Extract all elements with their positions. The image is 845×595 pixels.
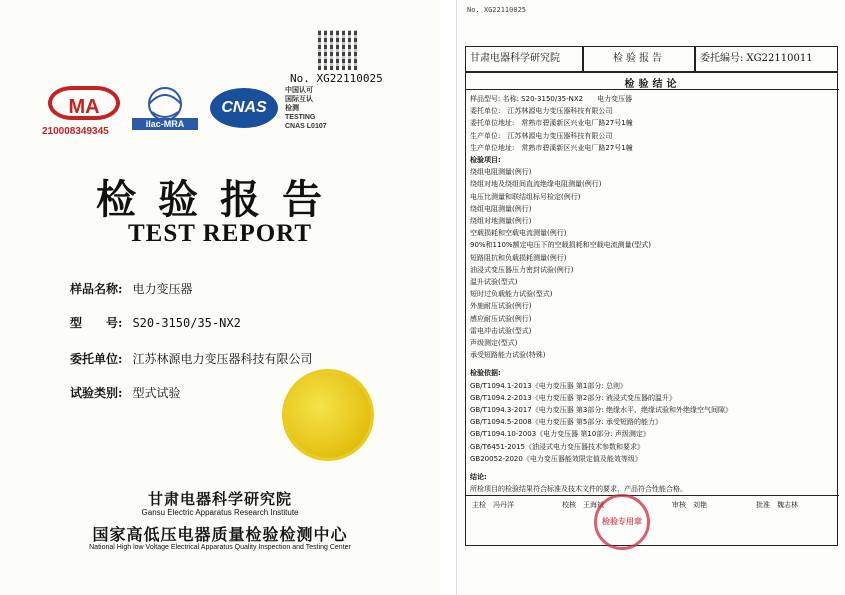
client-field bbox=[70, 350, 312, 367]
red-stamp: 检验专用章 bbox=[594, 494, 650, 550]
conclusion-line: GB20052-2020《电力变压器能效限定值及能效等级》 bbox=[470, 454, 642, 463]
title-english: TEST REPORT bbox=[127, 220, 313, 247]
model-field bbox=[70, 314, 241, 331]
signature-label: 校核 bbox=[562, 501, 576, 509]
conclusion-frame bbox=[465, 72, 838, 546]
conclusion-line: 雷电冲击试验(型式) bbox=[470, 326, 532, 335]
conclusion-line: 样品型号: 名称: S20-3150/35-NX2 电力变压器 bbox=[470, 95, 633, 103]
conclusion-line: GB/T1094.2-2013《电力变压器 第2部分: 液浸式变压器的温升》 bbox=[470, 393, 676, 402]
field-value: 电力变压器 bbox=[132, 282, 193, 296]
cma-number: 210008349345 bbox=[42, 126, 109, 137]
header-commission: 委托编号: XG22110011 bbox=[695, 46, 838, 72]
signature-reviewer bbox=[672, 500, 707, 510]
sample-name-field bbox=[70, 280, 192, 297]
conclusion-line: GB/T1094.1-2013《电力变压器 第1部分: 总则》 bbox=[470, 381, 627, 390]
cnas-logo: CNAS bbox=[210, 88, 278, 128]
conclusion-line: 绕组电阻测量(例行) bbox=[470, 204, 532, 213]
field-label: 样品名称: bbox=[70, 282, 123, 296]
conclusion-line: 结论: bbox=[470, 473, 487, 481]
test-type-field bbox=[70, 384, 180, 401]
signature-value: 魏志林 bbox=[777, 501, 798, 509]
signature-value: 王海斌 bbox=[583, 501, 604, 509]
page-number: No. XG22110025 bbox=[467, 6, 527, 14]
title-chinese: 检验报告 bbox=[96, 177, 344, 223]
conclusion-line: 委托单位: 江苏林源电力变压器科技有限公司 bbox=[470, 107, 613, 116]
conclusion-line: 绕组电阻测量(例行) bbox=[470, 168, 532, 177]
signature-label: 主检 bbox=[472, 501, 486, 509]
results-page bbox=[456, 0, 845, 595]
report-number: No. XG22110025 bbox=[290, 72, 383, 85]
divider bbox=[466, 89, 839, 90]
conclusion-line: 温升试验(型式) bbox=[470, 278, 518, 286]
cma-logo: MA bbox=[48, 86, 120, 120]
conclusion-line: GB/T6451-2015《油浸式电力变压器技术参数和要求》 bbox=[470, 442, 645, 451]
conclusion-line: 检验项目: bbox=[470, 156, 501, 164]
signature-label: 批准 bbox=[756, 501, 770, 509]
conclusion-title: 检验结论 bbox=[624, 79, 681, 90]
conclusion-line: 90%和110%额定电压下的空载损耗和空载电流测量(型式) bbox=[470, 241, 652, 250]
field-value: 江苏林源电力变压器科技有限公司 bbox=[132, 352, 313, 366]
conclusion-line: 所检项目的检验结果符合标准及技术文件的要求，产品符合性能合格。 bbox=[470, 485, 687, 494]
conclusion-line: 短路阻抗和负载损耗测量(例行) bbox=[470, 253, 567, 262]
conclusion-line: 油浸式变压器压力密封试验(例行) bbox=[470, 265, 574, 274]
gold-seal bbox=[285, 372, 371, 458]
conclusion-line: GB/T1094.10-2003《电力变压器 第10部分: 声级测定》 bbox=[470, 430, 650, 439]
conclusion-line: GB/T1094.3-2017《电力变压器 第3部分: 绝缘水平、绝缘试验和外绝缘空气间隙》 bbox=[470, 406, 732, 414]
conclusion-line: 生产单位地址: 常熟市碧溪新区兴业电厂路27号1幢 bbox=[470, 143, 633, 152]
header-institute: 甘肃电器科学研究院 bbox=[465, 46, 583, 72]
cnas-caption: 中国认可 国际互认 检测 TESTING CNAS L0107 bbox=[285, 87, 327, 130]
qr-code-icon bbox=[318, 30, 358, 70]
conclusion-line: 生产单位: 江苏林源电力变压器科技有限公司 bbox=[470, 131, 613, 140]
institute-name-en: Gansu Electric Apparatus Research Institute bbox=[141, 508, 299, 517]
conclusion-line: 短时过负载能力试验(型式) bbox=[470, 290, 553, 299]
signature-row bbox=[466, 495, 839, 548]
signature-label: 审核 bbox=[672, 501, 686, 509]
signature-value: 冯丹洋 bbox=[493, 501, 514, 509]
signature-value: 刘艳 bbox=[693, 501, 707, 509]
ilac-label: ilac-MRA bbox=[145, 119, 185, 129]
institute-name-cn: 甘肃电器科学研究院 bbox=[147, 490, 292, 508]
conclusion-line: 委托单位地址: 常熟市碧溪新区兴业电厂路27号1幢 bbox=[470, 119, 633, 128]
conclusion-line: 声级测定(型式) bbox=[470, 339, 518, 347]
center-name-en: National High low Voltage Electrical Apparatus Quality Inspection and Testing Center bbox=[89, 544, 351, 551]
ilac-mra-logo bbox=[128, 82, 202, 132]
header-title: 检验报告 bbox=[583, 46, 695, 72]
conclusion-line: 承受短路能力试验(特殊) bbox=[470, 351, 546, 360]
field-value: 型式试验 bbox=[132, 386, 181, 400]
conclusion-line: 电压比测量和联结组标号检定(例行) bbox=[470, 192, 581, 201]
center-name-cn: 国家高低压电器质量检验检测中心 bbox=[92, 525, 348, 544]
conclusion-line: 绕组对地及绕组间直流绝缘电阻测量(例行) bbox=[470, 180, 602, 189]
conclusion-line: 绕组对地测量(例行) bbox=[470, 217, 532, 225]
conclusion-line: 感应耐压试验(例行) bbox=[470, 314, 532, 323]
field-label: 委托单位: bbox=[70, 352, 123, 366]
conclusion-line: 空载损耗和空载电流测量(例行) bbox=[470, 229, 567, 238]
signature-approver bbox=[756, 500, 798, 510]
field-label: 型 号: bbox=[70, 316, 123, 330]
conclusion-line: 外施耐压试验(例行) bbox=[470, 302, 532, 311]
conclusion-line: GB/T1094.5-2008《电力变压器 第5部分: 承受短路的能力》 bbox=[470, 418, 662, 427]
signature-inspector bbox=[472, 500, 514, 510]
field-value: S20-3150/35-NX2 bbox=[132, 316, 241, 330]
conclusion-line: 检验依据: bbox=[470, 369, 501, 378]
field-label: 试验类别: bbox=[70, 386, 123, 400]
